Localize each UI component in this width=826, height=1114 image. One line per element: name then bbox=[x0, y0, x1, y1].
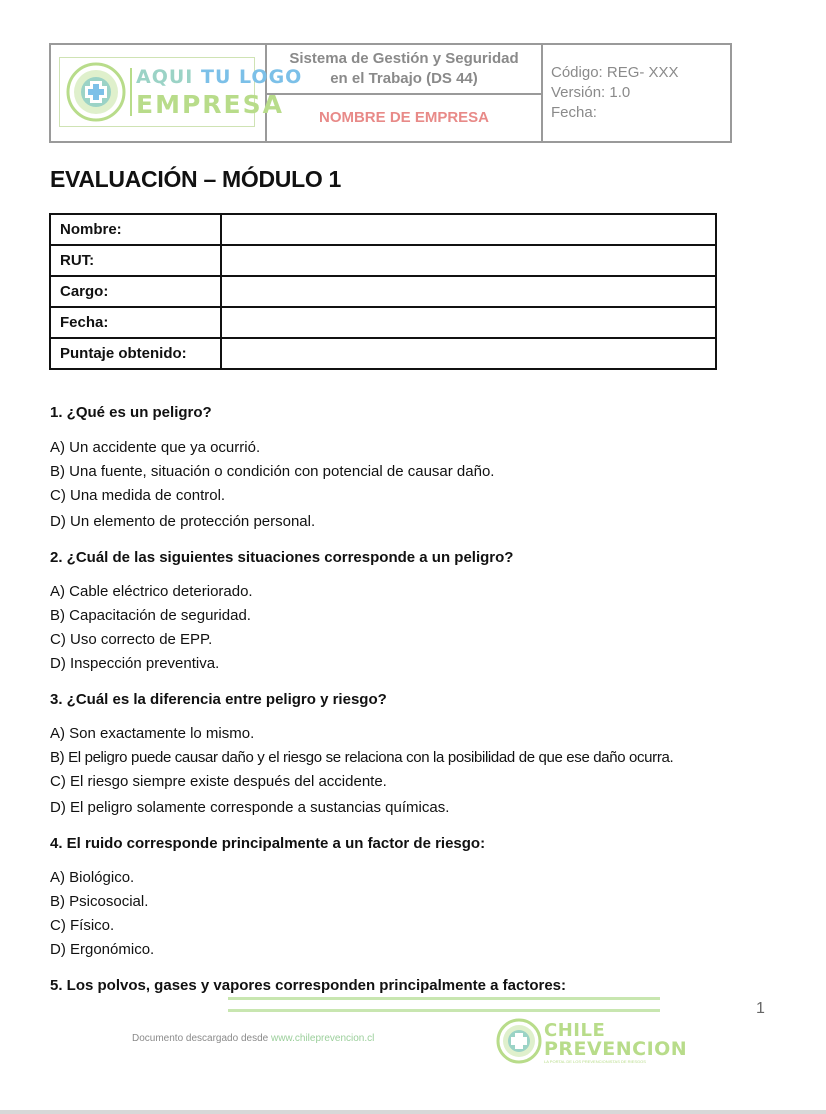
footer-logo-line1: CHILE bbox=[544, 1020, 606, 1041]
option-3c[interactable]: C) El riesgo siempre existe después del accidente. bbox=[50, 773, 387, 790]
option-2b[interactable]: B) Capacitación de seguridad. bbox=[50, 607, 251, 624]
question-3: 3. ¿Cuál es la diferencia entre peligro y riesgo? bbox=[50, 691, 387, 708]
system-name bbox=[267, 45, 543, 95]
field-value[interactable] bbox=[221, 214, 716, 245]
option-4d[interactable]: D) Ergonómico. bbox=[50, 941, 155, 958]
field-label: Puntaje obtenido: bbox=[50, 338, 221, 369]
option-4b[interactable]: B) Psicosocial. bbox=[50, 893, 149, 910]
table-row bbox=[50, 214, 716, 245]
system-name-line1: Sistema de Gestión y Seguridad bbox=[289, 50, 519, 67]
page-bottom-edge bbox=[0, 1110, 826, 1114]
field-value[interactable] bbox=[221, 338, 716, 369]
logo-text-bottom: EMPRESA bbox=[136, 90, 284, 119]
logo-divider bbox=[130, 68, 132, 116]
footer-divider bbox=[228, 997, 660, 1000]
footer-logo bbox=[496, 1018, 688, 1069]
document-control bbox=[551, 63, 679, 123]
company-logo-placeholder bbox=[59, 57, 303, 127]
option-4a[interactable]: A) Biológico. bbox=[50, 869, 135, 886]
question-4: 4. El ruido corresponde principalmente a un factor de riesgo: bbox=[50, 835, 486, 852]
logo-cell bbox=[51, 45, 303, 141]
table-row bbox=[50, 245, 716, 276]
doc-code: Código: REG- XXX bbox=[551, 64, 679, 81]
page-title: EVALUACIÓN – MÓDULO 1 bbox=[50, 166, 342, 192]
field-value[interactable] bbox=[221, 245, 716, 276]
doc-date: Fecha: bbox=[551, 104, 597, 121]
field-label: Nombre: bbox=[50, 214, 221, 245]
option-3b[interactable]: B) El peligro puede causar daño y el riesgo se relaciona con la posibilidad de que ese daño ocurra. bbox=[50, 749, 674, 766]
footer-logo-tagline: LA PORTAL DE LOS PREVENCIONISTAS DE RIESGOS bbox=[544, 1059, 646, 1064]
option-2a[interactable]: A) Cable eléctrico deteriorado. bbox=[50, 583, 253, 600]
participant-info-table bbox=[49, 213, 717, 370]
question-2: 2. ¿Cuál de las siguientes situaciones corresponde a un peligro? bbox=[50, 549, 514, 566]
system-name-line2: en el Trabajo (DS 44) bbox=[330, 70, 478, 87]
option-1c[interactable]: C) Una medida de control. bbox=[50, 487, 226, 504]
option-3d[interactable]: D) El peligro solamente corresponde a sustancias químicas. bbox=[50, 799, 450, 816]
download-notice bbox=[132, 1033, 374, 1044]
table-row bbox=[50, 276, 716, 307]
doc-version: Versión: 1.0 bbox=[551, 84, 631, 101]
table-row bbox=[50, 307, 716, 338]
question-1: 1. ¿Qué es un peligro? bbox=[50, 404, 212, 421]
field-label: Cargo: bbox=[50, 276, 221, 307]
field-label: RUT: bbox=[50, 245, 221, 276]
footer-divider bbox=[228, 1009, 660, 1012]
option-3a[interactable]: A) Son exactamente lo mismo. bbox=[50, 725, 255, 742]
question-5: 5. Los polvos, gases y vapores corresponden principalmente a factores: bbox=[50, 977, 567, 994]
chileprevencion-seal-icon bbox=[496, 1018, 542, 1064]
page-number: 1 bbox=[756, 1000, 765, 1017]
option-1b[interactable]: B) Una fuente, situación o condición con potencial de causar daño. bbox=[50, 463, 495, 480]
option-2d[interactable]: D) Inspección preventiva. bbox=[50, 655, 220, 672]
field-value[interactable] bbox=[221, 276, 716, 307]
company-name: NOMBRE DE EMPRESA bbox=[267, 95, 543, 141]
option-2c[interactable]: C) Uso correcto de EPP. bbox=[50, 631, 213, 648]
chileprevencion-seal-icon bbox=[66, 62, 126, 122]
option-4c[interactable]: C) Físico. bbox=[50, 917, 115, 934]
logo-text-top: AQUI TU LOGO bbox=[136, 66, 303, 88]
field-value[interactable] bbox=[221, 307, 716, 338]
footer-logo-line2: PREVENCION bbox=[544, 1038, 688, 1060]
document-header bbox=[49, 43, 732, 143]
download-prefix: Documento descargado desde bbox=[132, 1033, 271, 1044]
table-row bbox=[50, 338, 716, 369]
download-link[interactable]: www.chileprevencion.cl bbox=[270, 1033, 375, 1044]
option-1d[interactable]: D) Un elemento de protección personal. bbox=[50, 513, 316, 530]
field-label: Fecha: bbox=[50, 307, 221, 338]
option-1a[interactable]: A) Un accidente que ya ocurrió. bbox=[50, 439, 261, 456]
